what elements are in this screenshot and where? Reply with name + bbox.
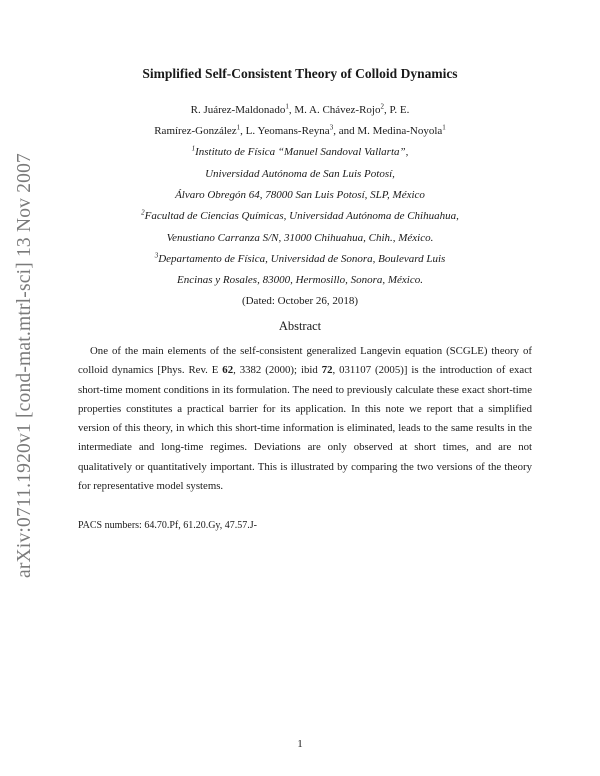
journal-volume: 72 (321, 364, 333, 377)
author-name: , L. Yeomans-Reyna (240, 125, 330, 137)
arxiv-identifier-stamp: arXiv:0711.1920v1 [cond-mat.mtrl-sci] 13 Nov 2007 (14, 152, 35, 578)
author-affiliation-mark: 2 (380, 102, 384, 111)
abstract-body (78, 342, 532, 496)
affiliation-3-line-1 (0, 253, 600, 265)
affiliation-2-line-1 (0, 210, 600, 222)
author-line-1 (0, 104, 600, 116)
author-name: R. Juárez-Maldonado (190, 104, 286, 116)
journal-volume: 62 (222, 364, 234, 377)
pacs-numbers: PACS numbers: 64.70.Pf, 61.20.Gy, 47.57.J- (78, 520, 257, 531)
author-name: , M. A. Chávez-Rojo (288, 104, 381, 116)
dated-line: (Dated: October 26, 2018) (241, 295, 359, 307)
abstract-text-part: , 3382 (2000); ibid (233, 364, 322, 377)
author-affiliation-mark: 3 (329, 123, 334, 132)
affiliation-3-line-2: Encinas y Rosales, 83000, Hermosillo, Sonora, México. (177, 274, 423, 286)
affiliation-text: Facultad de Ciencias Químicas, Universidad Autónoma de Chihuahua, (144, 210, 459, 222)
affiliation-1-line-1 (0, 146, 600, 158)
author-affiliation-mark: 1 (285, 102, 289, 111)
abstract-heading: Abstract (278, 319, 322, 333)
page-number: 1 (297, 738, 303, 750)
affiliation-text: Departamento de Física, Universidad de Sonora, Boulevard Luis (158, 253, 446, 265)
author-name: Ramírez-González (154, 125, 237, 137)
abstract-text-part: , 031107 (2005)] is the introduction of exact short-time moment conditions in its formulation. The need to previously calculate these exact short-time properties constitutes a practical barrier for its application. In this note we report that a simplified version of this theory, in which this short-time information is eliminated, leads to the same results in the intermediate and long-time regimes. Deviations are only observed at short times, and are not qualitatively or quantitatively important. This is illustrated by comparing the two versions of the theory for representative model systems. (78, 364, 532, 493)
affiliation-text: Instituto de Física “Manuel Sandoval Vallarta”, (195, 146, 409, 158)
author-line-2 (0, 125, 600, 137)
affiliation-2-line-2: Venustiano Carranza S/N, 31000 Chihuahua, Chih., México. (166, 232, 434, 244)
abstract-text-part: One of the main elements of the self-consistent generalized Langevin equation (SCGLE) theory of colloid dynamics [Phys. Rev. E (78, 345, 532, 377)
author-affiliation-mark: 1 (236, 123, 241, 132)
affiliation-1-line-2: Universidad Autónoma de San Luis Potosí, (205, 168, 395, 180)
affiliation-mark: 3 (154, 251, 159, 260)
author-name: , P. E. (384, 104, 410, 116)
paper-title: Simplified Self-Consistent Theory of Colloid Dynamics (142, 66, 458, 81)
author-name: , and M. Medina-Noyola (333, 125, 443, 137)
author-affiliation-mark: 1 (442, 123, 446, 132)
affiliation-mark: 2 (141, 208, 145, 217)
affiliation-mark: 1 (191, 144, 196, 153)
affiliation-1-line-3: Álvaro Obregón 64, 78000 San Luis Potosí, SLP, México (175, 189, 425, 201)
